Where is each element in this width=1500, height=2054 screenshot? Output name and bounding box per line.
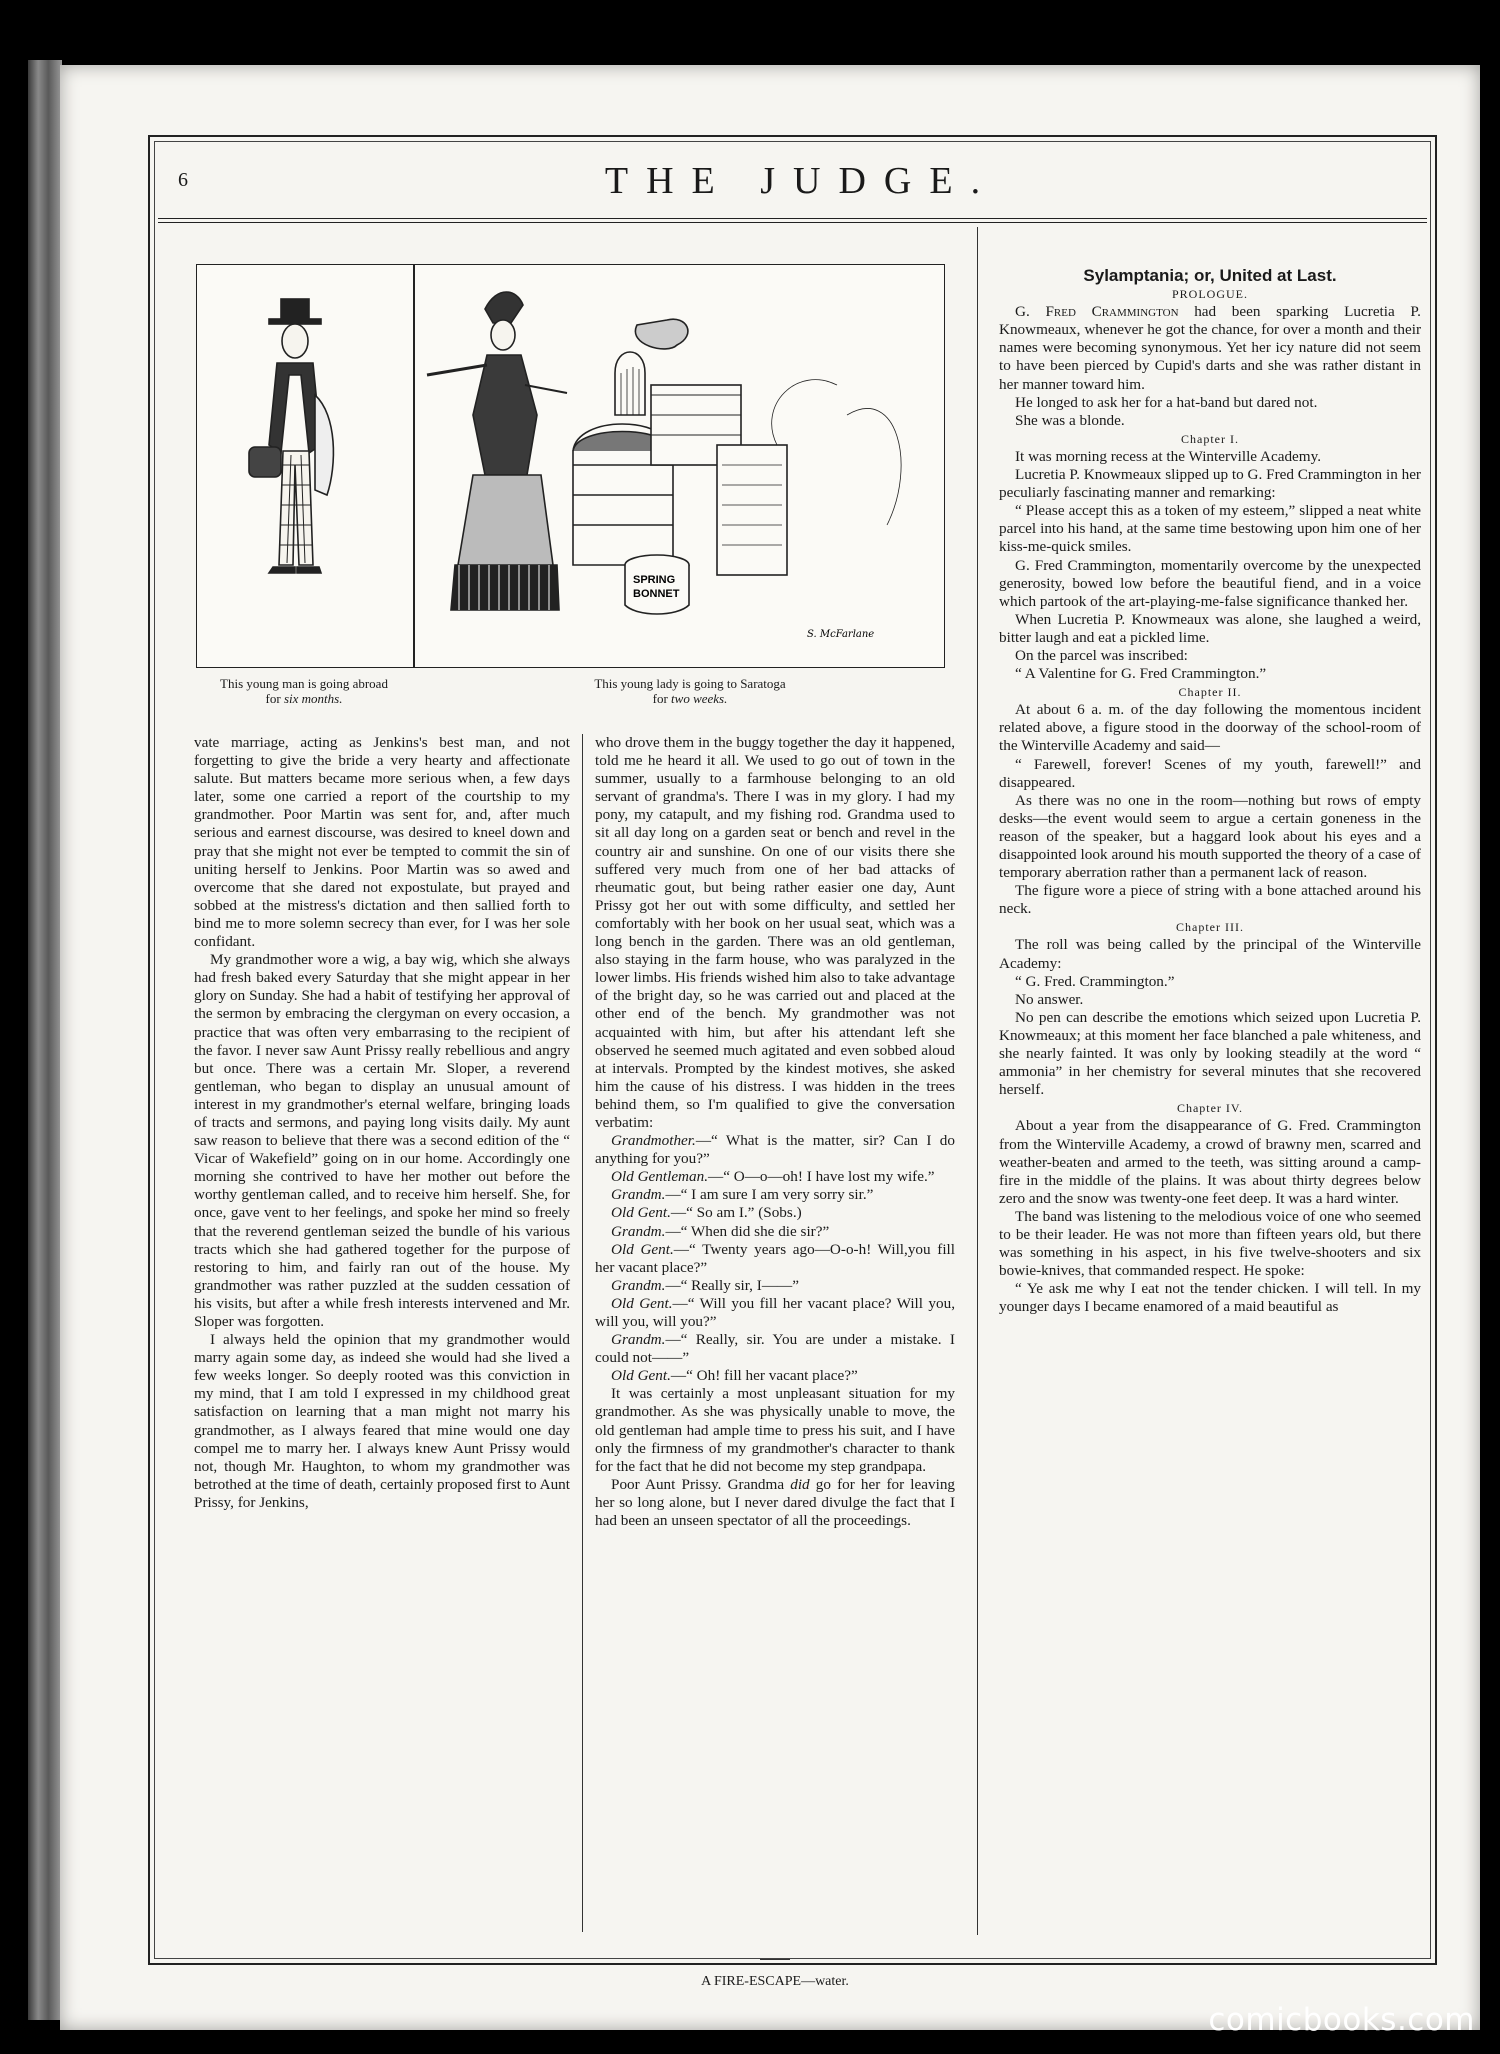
right-caption [530,676,850,706]
chapter-2-heading: Chapter II. [1178,685,1242,700]
ch3-paragraph: No answer. [1015,990,1084,1008]
dialogue-speaker: Grandmother. [611,1132,696,1150]
ch4-paragraph: “ Ye ask me why I eat not the tender chicken. I will tell. In my younger days I became enamored of a maid beautiful as [999,1280,1421,1316]
ch1-paragraph: “ Please accept this as a token of my esteem,” slipped a neat white parcel into his hand, at the same time bestowing upon him one of her kiss-me-quick smiles. [999,502,1421,556]
left-caption [194,676,414,706]
ch4-paragraph: About a year from the disappearance of G. Fred. Crammington from the Winterville Academy, a crowd of brawny men, scarred and weather-beaten and armed to the teeth, was sitting around a camp-fire in the middle of the plains. It was about thirty degrees below zero and the snow was twenty-one feet deep. It was a hard winter. [999,1117,1421,1207]
dialogue-line [595,1204,955,1222]
prologue-rest: had been sparking Lucretia P. Knowmeaux, whenever he got the chance, for over a month and their names were becoming synonymous. Yet her icy nature did not seem to have been pierced by Cupid's darts and she was rather distant in her manner toward him. [999,303,1421,393]
dialogue-speaker: Old Gent. [611,1204,671,1222]
ch3-paragraph: No pen can describe the emotions which seized upon Lucretia P. Knowmeaux; at this moment her face blanched a pale whiteness, and she nearly fainted. It was only by looking steadily at the word “ ammonia” in her chemistry for several minutes that she recovered herself. [999,1008,1421,1099]
dialogue-speaker: Grandm. [611,1276,666,1294]
chapter-1-heading: Chapter I. [1181,431,1239,446]
dialogue-speaker: Old Gentleman. [611,1168,709,1186]
mid-closing-2a: Poor Aunt Prissy. Grandma [611,1475,791,1493]
right-caption-italic: two weeks. [671,691,728,706]
dialogue-speaker: Grandm. [611,1331,666,1349]
book-spine [28,60,62,2020]
dialogue-speaker: Grandm. [611,1222,666,1240]
dialogue-speaker: Old Gent. [611,1240,674,1258]
dialogue-text: —“ O—o—oh! I have lost my wife.” [708,1168,935,1186]
right-caption-line-1: This young lady is going to Saratoga [594,676,786,691]
dialogue-text: —“ So am I.” (Sobs.) [670,1204,802,1222]
ch1-paragraph: It was morning recess at the Winterville Academy. [1015,447,1321,465]
young-lady-figure [427,292,567,610]
site-watermark: comicbooks.com [1208,2002,1475,2038]
dialogue-text: —“ Will you fill her vacant place? Will you, will you, will you?” [595,1294,955,1330]
left-column [194,734,570,1512]
dialogue-line [595,1186,955,1204]
chapter-3-body [999,936,1421,1099]
ch2-paragraph: At about 6 a. m. of the day following the momentous incident related above, a figure stood in the doorway of the school-room of the Winterville Academy and said— [999,701,1421,755]
masthead: THE JUDGE. [604,160,999,202]
page-number: 6 [178,169,188,191]
dialogue-line [595,1223,955,1241]
ch2-paragraph: The figure wore a piece of string with a bone attached around his neck. [999,882,1421,918]
left-caption-line-2 [194,691,414,706]
ch1-paragraph: G. Fred Crammington, momentarily overcome by the unexpected generosity, bowed low before the beautiful fiend, and in a voice which partook of the art-playing-me-false significance thanked her. [999,556,1421,610]
column-rule-left [582,734,583,1932]
dialogue-text: —“ Really sir, I——” [665,1276,799,1294]
young-man-figure [249,299,333,573]
dialogue-speaker: Old Gent. [611,1367,671,1385]
dialogue-line [595,1168,955,1186]
dialogue-text: —“ Oh! fill her vacant place?” [670,1367,858,1385]
ch1-paragraph: Lucretia P. Knowmeaux slipped up to G. Fred Crammington in her peculiarly fascinating manner and remarking: [999,466,1421,502]
prologue-paragraph-2: He longed to ask her for a hat-band but dared not. [1015,393,1318,411]
dialogue-speaker: Grandm. [611,1186,666,1204]
ch4-paragraph: The band was listening to the melodious voice of one who seemed to be their leader. He was not more than fifteen years old, but there was something in his aspect, in his five twelve-shooters and six bowie-knives, that commanded respect. He spoke: [999,1207,1421,1280]
left-caption-italic: six months. [283,691,343,706]
story-title: Sylamptania; or, United at Last. [1083,266,1337,285]
ch2-paragraph: As there was no one in the room—nothing but rows of empty desks—the event would seem to argue a certain goneness in the reason of the speaker, but a haggard look about his eyes and a disappointed look around his mouth supported the theory of a case of temporary aberration rather than a permanent lack of reason. [999,791,1421,882]
dialogue-line [595,1277,955,1295]
hatbox-label-bonnet: BONNET [633,588,680,600]
masthead-rule [158,218,1427,223]
dialogue-speaker: Old Gent. [611,1294,673,1312]
chapter-2-body [999,701,1421,918]
left-caption-prefix: for [265,691,284,706]
left-caption-line-1: This young man is going abroad [220,676,388,691]
dialogue-line [595,1367,955,1385]
right-column [999,267,1421,1316]
mid-closing-paragraph-1: It was certainly a most unpleasant situation for my grandmother. As she was physically unable to move, the old gentleman had ample time to press his suit, and I have only the firmness of my grandmother's character to thank for the fact that he did not become my step grandpapa. [595,1385,955,1475]
dialogue-text: —“ Really, sir. You are under a mistake. I could not——” [595,1331,955,1367]
dialogue-line [595,1132,955,1168]
prologue-name: G. Fred Crammington [1015,303,1179,321]
right-caption-line-2 [530,691,850,706]
ch1-paragraph: On the parcel was inscribed: [1015,646,1188,664]
hatbox-label-spring: SPRING [633,574,676,586]
dialogue-text: —“ Twenty years ago—O-o-h! Will,you fill her vacant place?” [595,1240,955,1276]
luggage-pile [573,319,901,614]
dialogue-text: —“ What is the matter, sir? Can I do anything for you?” [595,1132,955,1168]
dialogue-line [595,1241,955,1277]
ch1-paragraph: When Lucretia P. Knowmeaux was alone, she laughed a weird, bitter laugh and eat a pickled lime. [999,610,1421,646]
dialogue-line [595,1331,955,1367]
prologue-paragraph-3: She was a blonde. [1015,411,1125,429]
left-paragraph-1: vate marriage, acting as Jenkins's best man, and not forgetting to give the bride a very hearty and affectionate salute. But matters became more serious when, a few days later, some one carried a report of the courtship to my grandmother. Poor Martin was sent for, and, after much serious and earnest discourse, was desired to kneel down and pray that she might not ever be tempted to commit the sin of uniting herself to Jenkins. Poor Martin was so awed and overcome that she dared not expostulate, but prayed and sobbed at the mistress's dictation and then sallied forth to bind me to more solemn secrecy than ever, for I was her sole confidant. [194,734,570,951]
filler-rule [760,1959,790,1960]
dialogue-line [595,1295,955,1331]
left-paragraph-2: My grandmother wore a wig, a bay wig, which she always had fresh baked every Saturday that she might appear in her glory on Sunday. She had a habit of testifying her approval of the sermon by embracing the clergyman on every occasion, a practice that was often very embarrasing to the recipient of the favor. I never saw Aunt Prissy really rebellious and angry but once. There was a certain Mr. Sloper, a reverend gentleman, who began to display an unusual amount of interest in my grandmother's eternal welfare, bringing loads of tracts and sermons, and paying long visits daily. My aunt saw reason to believe that there was a second edition of the “ Vicar of Wakefield” going on in our home. Accordingly one morning she contrived to have her mother out before the worthy gentleman called, and to receive him herself. She, for once, gave vent to her feelings, and spoke her mind so freely that the reverend gentleman seized the bundle of his various tracts which she had gathered together for the purpose of restoring to him, and fairly ran out of the house. My grandmother was rather puzzled at the sudden cessation of his visits, but after a while fresh interests intervened and Mr. Sloper was forgotten. [194,951,570,1330]
cartoon-illustration [196,264,945,668]
prologue-paragraph-1 [999,303,1421,393]
mid-opening-paragraph: who drove them in the buggy together the day it happened, told me he heard it all. We used to go out of town in the summer, usually to a farmhouse belonging to an old servant of grandma's. There I was in my glory. I had my pony, my catapult, and my fishing rod. Grandma used to sit all day long on a garden seat or bench and revel in the country air and sunshine. On one of our visits there she suffered very much from one of her bad attacks of rheumatic gout, but being rather easier one day, Aunt Prissy got her out with some difficulty, and settled her comfortably with her book on her usual seat, which was a long bench in the garden. There was an old gentleman, also staying in the farm house, who was paralyzed in the lower limbs. His friends wished him also to take advantage of the bright day, so he was carried out and placed at the other end of the bench. My grandmother was not acquainted with him, but after his attendant left she observed he seemed much agitated and even sobbed aloud at intervals. Prompted by the kindest motives, she asked him the cause of his distress. I was hidden in the trees behind them, so I'm qualified to give the conversation verbatim: [595,734,955,1131]
chapter-1-body [999,448,1421,683]
mid-closing-paragraph-2 [595,1476,955,1530]
left-paragraph-3: I always held the opinion that my grandmother would marry again some day, as indeed she would had she lived a few weeks longer. So deeply rooted was this conviction in my mind, that I am told I expressed in my childhood great satisfaction on learning that a man might not marry his grandmother, as I always feared that mine would one day compel me to marry her. I always knew Aunt Prissy would not, though Mr. Haughton, to whom my grandmother was betrothed at the time of death, certainly proposed first to Aunt Prissy, for Jenkins, [194,1331,570,1511]
chapter-4-heading: Chapter IV. [1176,1101,1244,1116]
ch1-paragraph: “ A Valentine for G. Fred Crammington.” [1015,665,1267,683]
prologue-heading: PROLOGUE. [1171,287,1248,302]
cartoon-drawing [197,265,944,667]
chapter-3-heading: Chapter III. [1176,920,1244,935]
mid-closing-2-italic: did [790,1475,810,1493]
page-frame [148,135,1437,1989]
chapter-4-body [999,1117,1421,1316]
ch3-paragraph: The roll was being called by the principal of the Winterville Academy: [999,936,1421,972]
dialogue-block [595,1132,955,1385]
ch2-paragraph: “ Farewell, forever! Scenes of my youth, farewell!” and disappeared. [999,755,1421,791]
artist-signature: S. McFarlane [807,629,875,640]
fire-escape-filler: A FIRE-ESCAPE—water. [701,1974,849,1989]
mid-closing-2b: go for her for leaving her so long alone, but I never dared divulge the fact that I had been an unseen spectator of all the proceedings. [595,1475,956,1530]
ch3-paragraph: “ G. Fred. Crammington.” [1015,972,1175,990]
dialogue-text: —“ I am sure I am very sorry sir.” [665,1186,874,1204]
middle-column [595,734,955,1530]
column-rule-right [977,227,978,1935]
dialogue-text: —“ When did she die sir?” [665,1222,830,1240]
right-caption-prefix: for [652,691,672,706]
